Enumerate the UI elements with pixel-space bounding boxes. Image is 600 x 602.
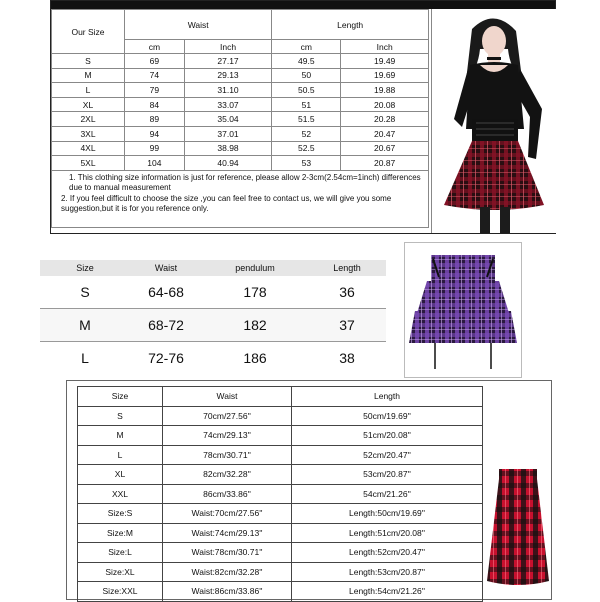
waist-cell: 82cm/32.28'' (163, 465, 292, 485)
length-cm-cell: 50.5 (272, 83, 341, 98)
unit-waist-cm: cm (125, 40, 185, 54)
table-row (78, 465, 483, 485)
size-cell: M (40, 309, 130, 342)
unit-length-inch: Inch (341, 40, 429, 54)
size-cell: Size:M (78, 523, 163, 543)
table-row (40, 276, 386, 309)
header-our-size: Our Size (52, 10, 125, 54)
header-waist: Waist (130, 260, 202, 276)
length-cell: 53cm/20.87'' (292, 465, 483, 485)
table-row (78, 445, 483, 465)
header-size: Size (40, 260, 130, 276)
length-cell: 38 (339, 350, 355, 366)
size-cell: Size:L (78, 543, 163, 563)
table-row (78, 484, 483, 504)
pendulum-cell: 182 (202, 309, 308, 342)
table-row (78, 582, 483, 602)
length-cm-cell: 53 (272, 156, 341, 171)
purple-skirt-illustration (405, 243, 521, 377)
size-cell: M (78, 426, 163, 446)
size-cell: XXL (78, 484, 163, 504)
header-length: Length (292, 387, 483, 407)
size-cell: 2XL (52, 112, 125, 127)
length-cm-cell: 52.5 (272, 141, 341, 156)
table-row (52, 141, 429, 156)
waist-inch-cell: 27.17 (184, 54, 272, 69)
table-row (52, 126, 429, 141)
size-chart-1-table (51, 9, 429, 228)
waist-cm-cell: 69 (125, 54, 185, 69)
table-row (52, 156, 429, 171)
length-cm-cell: 51.5 (272, 112, 341, 127)
waist-cell: Waist:82cm/32.28'' (163, 562, 292, 582)
waist-cm-cell: 99 (125, 141, 185, 156)
waist-cell: 74cm/29.13'' (163, 426, 292, 446)
waist-inch-cell: 29.13 (184, 68, 272, 83)
header-pendulum: pendulum (202, 260, 308, 276)
length-cell: Length:54cm/21.26'' (292, 582, 483, 602)
waist-inch-cell: 33.07 (184, 97, 272, 112)
size-chart-3-panel (66, 380, 552, 600)
length-inch-cell: 20.47 (341, 126, 429, 141)
table-row (78, 406, 483, 426)
waist-cell: Waist:78cm/30.71'' (163, 543, 292, 563)
size-cell: 4XL (52, 141, 125, 156)
waist-cm-cell: 79 (125, 83, 185, 98)
header-length: Length (308, 260, 386, 276)
header-size: Size (78, 387, 163, 407)
length-cell: 54cm/21.26'' (292, 484, 483, 504)
length-cell: Length:53cm/20.87'' (292, 562, 483, 582)
waist-cm-cell: 74 (125, 68, 185, 83)
table-row (52, 83, 429, 98)
table-row (78, 523, 483, 543)
size-cell: 5XL (52, 156, 125, 171)
note-2: 2. If you feel difficult to choose the size ,you can feel free to contact us, we will give you some suggestion,but it is for you reference only. (61, 193, 392, 214)
waist-cell: 70cm/27.56'' (163, 406, 292, 426)
table-row (78, 562, 483, 582)
length-cell: 37 (308, 309, 386, 342)
waist-cell: Waist:74cm/29.13'' (163, 523, 292, 543)
table-row (40, 342, 386, 375)
pendulum-cell: 186 (243, 350, 267, 366)
red-skirt-photo (485, 411, 551, 595)
size-cell: S (40, 276, 130, 309)
model-illustration (432, 9, 556, 233)
size-cell: Size:XXL (78, 582, 163, 602)
size-cell: L (52, 83, 125, 98)
size-cell: XL (52, 97, 125, 112)
length-cm-cell: 49.5 (272, 54, 341, 69)
size-cell: XL (78, 465, 163, 485)
length-cm-cell: 52 (272, 126, 341, 141)
size-chart-1-panel (50, 0, 556, 234)
waist-inch-cell: 38.98 (184, 141, 272, 156)
red-skirt-illustration (485, 411, 551, 595)
waist-cm-cell: 94 (125, 126, 185, 141)
waist-cell: Waist:86cm/33.86'' (163, 582, 292, 602)
waist-cell: 64-68 (130, 276, 202, 309)
size-chart-2-table (40, 260, 386, 374)
waist-cm-cell: 89 (125, 112, 185, 127)
header-waist: Waist (163, 387, 292, 407)
table-row (52, 68, 429, 83)
table-row (78, 426, 483, 446)
size-chart-3-table (77, 386, 483, 602)
length-cm-cell: 50 (272, 68, 341, 83)
table-row (52, 97, 429, 112)
length-inch-cell: 20.67 (341, 141, 429, 156)
length-inch-cell: 20.87 (341, 156, 429, 171)
unit-waist-inch: Inch (184, 40, 272, 54)
top-bar (51, 1, 555, 9)
purple-skirt-photo (404, 242, 522, 378)
waist-cell: 68-72 (130, 309, 202, 342)
size-cell: Size:XL (78, 562, 163, 582)
header-waist: Waist (125, 10, 272, 40)
table-row (52, 112, 429, 127)
waist-inch-cell: 31.10 (184, 83, 272, 98)
pendulum-cell: 178 (202, 276, 308, 309)
waist-cell: 72-76 (148, 350, 184, 366)
size-cell: 3XL (52, 126, 125, 141)
note-1: 1. This clothing size information is just for reference, please allow 2-3cm(2.54cm=1inch) differences due to manual measurement (69, 172, 421, 193)
length-cm-cell: 51 (272, 97, 341, 112)
length-inch-cell: 19.49 (341, 54, 429, 69)
size-cell: M (52, 68, 125, 83)
waist-inch-cell: 40.94 (184, 156, 272, 171)
size-cell: S (78, 406, 163, 426)
waist-cell: 86cm/33.86'' (163, 484, 292, 504)
length-cell: Length:52cm/20.47'' (292, 543, 483, 563)
length-cell: Length:51cm/20.08'' (292, 523, 483, 543)
size-cell: L (81, 350, 89, 366)
model-photo (431, 9, 556, 233)
size-cell: Size:S (78, 504, 163, 524)
length-inch-cell: 19.88 (341, 83, 429, 98)
length-inch-cell: 20.08 (341, 97, 429, 112)
length-cell: 36 (308, 276, 386, 309)
length-inch-cell: 20.28 (341, 112, 429, 127)
table-row (40, 309, 386, 342)
size-cell: S (52, 54, 125, 69)
table-row (52, 54, 429, 69)
length-inch-cell: 19.69 (341, 68, 429, 83)
waist-cm-cell: 84 (125, 97, 185, 112)
size-cell: L (78, 445, 163, 465)
waist-inch-cell: 37.01 (184, 126, 272, 141)
unit-length-cm: cm (272, 40, 341, 54)
waist-cell: 78cm/30.71'' (163, 445, 292, 465)
length-cell: 50cm/19.69'' (292, 406, 483, 426)
length-cell: 52cm/20.47'' (292, 445, 483, 465)
table-row (78, 504, 483, 524)
waist-cell: Waist:70cm/27.56'' (163, 504, 292, 524)
waist-cm-cell: 104 (125, 156, 185, 171)
size-notes (52, 170, 429, 227)
waist-inch-cell: 35.04 (184, 112, 272, 127)
table-row (78, 543, 483, 563)
length-cell: 51cm/20.08'' (292, 426, 483, 446)
length-cell: Length:50cm/19.69'' (292, 504, 483, 524)
header-length: Length (272, 10, 429, 40)
